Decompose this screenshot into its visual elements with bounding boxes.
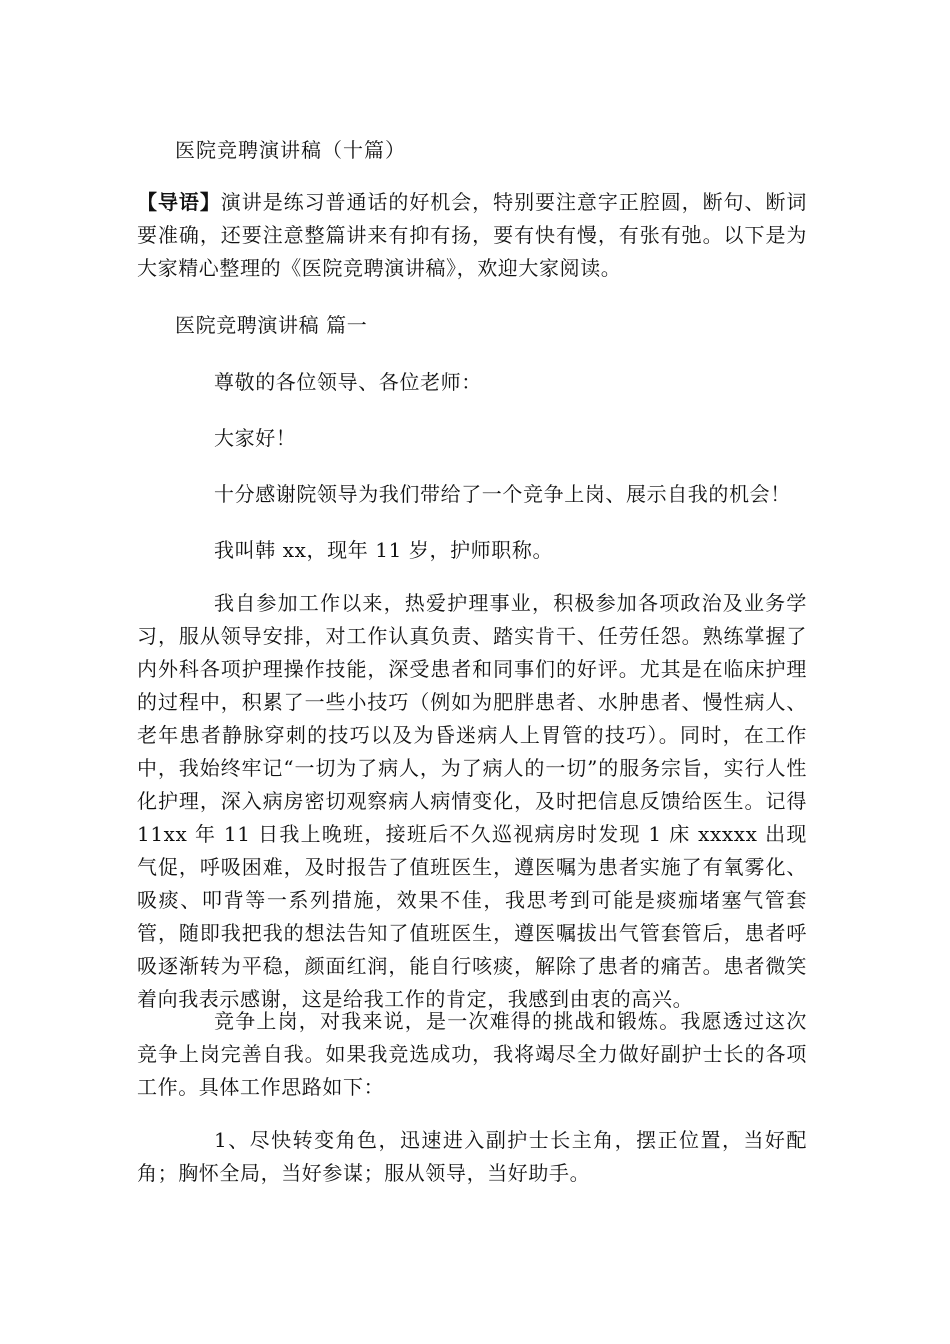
- section-title: 医院竞聘演讲稿 篇一: [175, 313, 368, 337]
- greeting: 大家好！: [214, 426, 297, 450]
- body-paragraph-2: 竞争上岗，对我来说，是一次难得的挑战和锻炼。我愿透过这次竞争上岗完善自我。如果我竞选成功，我将竭尽全力做好副护士长的各项工作。具体工作思路如下：: [137, 1009, 807, 1099]
- work-point-1: 1、尽快转变角色，迅速进入副护士长主角，摆正位置，当好配角；胸怀全局，当好参谋；服从领导，当好助手。: [137, 1128, 807, 1185]
- intro-tag: 【导语】: [137, 190, 221, 214]
- document-title: 医院竞聘演讲稿（十篇）: [175, 138, 406, 162]
- salutation: 尊敬的各位领导、各位老师：: [214, 370, 482, 394]
- intro-text: 演讲是练习普通话的好机会，特别要注意字正腔圆，断句、断词要准确，还要注意整篇讲来有抑有扬，要有快有慢，有张有弛。以下是为大家精心整理的《医院竞聘演讲稿》，欢迎大家阅读。: [137, 190, 807, 280]
- intro-paragraph: [137, 186, 807, 285]
- self-intro: 我叫韩 xx，现年 11 岁，护师职称。: [214, 538, 554, 562]
- body-paragraph-1: 我自参加工作以来，热爱护理事业，积极参加各项政治及业务学习，服从领导安排，对工作认真负责、踏实肯干、任劳任怨。熟练掌握了内外科各项护理操作技能，深受患者和同事们的好评。尤其是在临床护理的过程中，积累了一些小技巧（例如为肥胖患者、水肿患者、慢性病人、老年患者静脉穿刺的技巧以及为昏迷病人上胃管的技巧）。同时，在工作中，我始终牢记“一切为了病人，为了病人的一切”的服务宗旨，实行人性化护理，深入病房密切观察病人病情变化，及时把信息反馈给医生。记得 11xx 年 11 日我上晚班，接班后不久巡视病房时发现 1 床 xxxxx 出现气促，呼吸困难，及时报告了值班医生，遵医嘱为患者实施了有氧雾化、吸痰、叩背等一系列措施，效果不佳，我思考到可能是痰痂堵塞气管套管，随即我把我的想法告知了值班医生，遵医嘱拔出气管套管后，患者呼吸逐渐转为平稳，颜面红润，能自行咳痰，解除了患者的痛苦。患者微笑着向我表示感谢，这是给我工作的肯定，我感到由衷的高兴。: [137, 591, 807, 1011]
- thanks-paragraph: 十分感谢院领导为我们带给了一个竞争上岗、展示自我的机会！: [214, 482, 791, 506]
